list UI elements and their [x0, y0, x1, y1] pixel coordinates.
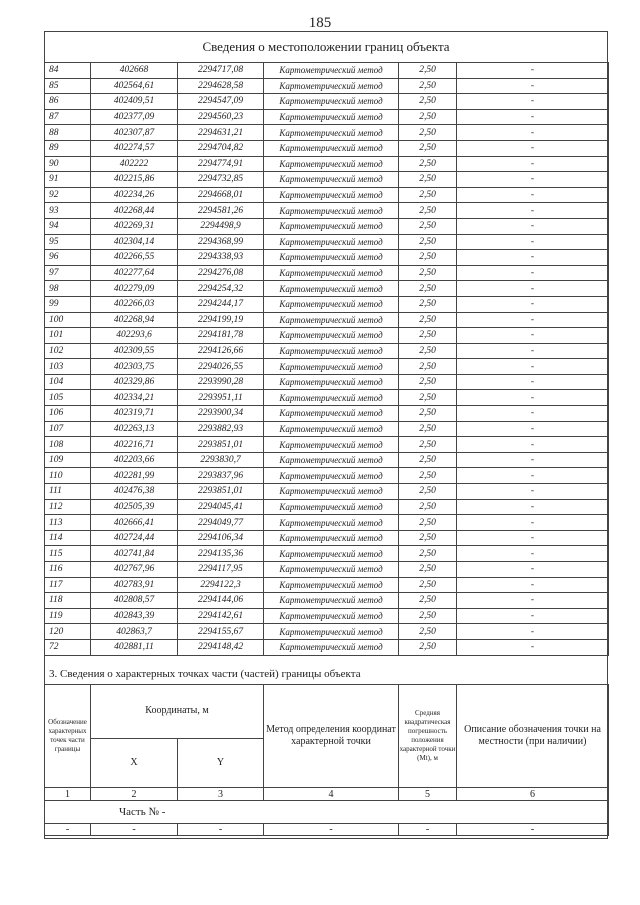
- empty-cell: -: [399, 824, 457, 836]
- point-number-cell: 112: [45, 499, 91, 515]
- description-cell: -: [457, 250, 609, 266]
- description-cell: -: [457, 109, 609, 125]
- coord-x-cell: 402279,09: [91, 281, 178, 297]
- description-cell: -: [457, 639, 609, 655]
- accuracy-cell: 2,50: [399, 593, 457, 609]
- point-number-cell: 115: [45, 546, 91, 562]
- accuracy-cell: 2,50: [399, 343, 457, 359]
- coord-x-cell: 402303,75: [91, 359, 178, 375]
- description-cell: -: [457, 218, 609, 234]
- description-cell: -: [457, 374, 609, 390]
- coord-x-cell: 402268,94: [91, 312, 178, 328]
- method-cell: Картометрический метод: [264, 234, 399, 250]
- column-number-cell: 2: [91, 788, 178, 801]
- coord-y-cell: 2294155,67: [178, 624, 264, 640]
- table-row: [45, 624, 609, 640]
- description-cell: -: [457, 156, 609, 172]
- coord-y-cell: 2293951,11: [178, 390, 264, 406]
- coord-x-cell: 402881,11: [91, 639, 178, 655]
- method-cell: Картометрический метод: [264, 156, 399, 172]
- table-row: [45, 234, 609, 250]
- empty-row: [45, 824, 609, 836]
- section-title: Сведения о местоположении границ объекта: [45, 32, 607, 63]
- coord-x-cell: 402863,7: [91, 624, 178, 640]
- coord-x-cell: 402666,41: [91, 515, 178, 531]
- description-cell: -: [457, 406, 609, 422]
- accuracy-cell: 2,50: [399, 296, 457, 312]
- description-cell: -: [457, 63, 609, 79]
- point-number-cell: 100: [45, 312, 91, 328]
- table-row: [45, 608, 609, 624]
- coord-x-cell: 402203,66: [91, 452, 178, 468]
- accuracy-cell: 2,50: [399, 437, 457, 453]
- table-row: [45, 593, 609, 609]
- part-label: Часть № -: [45, 801, 609, 824]
- description-cell: -: [457, 140, 609, 156]
- coord-x-cell: 402304,14: [91, 234, 178, 250]
- accuracy-cell: 2,50: [399, 577, 457, 593]
- point-number-cell: 117: [45, 577, 91, 593]
- point-number-cell: 91: [45, 172, 91, 188]
- point-number-cell: 86: [45, 94, 91, 110]
- coord-x-cell: 402266,55: [91, 250, 178, 266]
- accuracy-cell: 2,50: [399, 421, 457, 437]
- accuracy-cell: 2,50: [399, 312, 457, 328]
- table-row: [45, 156, 609, 172]
- method-cell: Картометрический метод: [264, 421, 399, 437]
- method-cell: Картометрический метод: [264, 172, 399, 188]
- accuracy-cell: 2,50: [399, 94, 457, 110]
- description-cell: -: [457, 468, 609, 484]
- coord-y-cell: 2293851,01: [178, 437, 264, 453]
- point-number-cell: 105: [45, 390, 91, 406]
- accuracy-cell: 2,50: [399, 63, 457, 79]
- description-cell: -: [457, 390, 609, 406]
- method-cell: Картометрический метод: [264, 94, 399, 110]
- description-cell: -: [457, 94, 609, 110]
- table-row: [45, 343, 609, 359]
- description-cell: -: [457, 421, 609, 437]
- description-cell: -: [457, 608, 609, 624]
- accuracy-cell: 2,50: [399, 187, 457, 203]
- point-number-cell: 116: [45, 562, 91, 578]
- description-cell: -: [457, 437, 609, 453]
- description-cell: -: [457, 452, 609, 468]
- point-number-cell: 89: [45, 140, 91, 156]
- coord-y-cell: 2294631,21: [178, 125, 264, 141]
- coord-x-cell: 402668: [91, 63, 178, 79]
- point-number-cell: 111: [45, 484, 91, 500]
- coord-x-cell: 402476,38: [91, 484, 178, 500]
- point-number-cell: 102: [45, 343, 91, 359]
- accuracy-cell: 2,50: [399, 530, 457, 546]
- header-x: X: [91, 738, 178, 787]
- method-cell: Картометрический метод: [264, 374, 399, 390]
- coord-x-cell: 402274,57: [91, 140, 178, 156]
- empty-cell: -: [45, 824, 91, 836]
- coord-y-cell: 2294148,42: [178, 639, 264, 655]
- coord-y-cell: 2293851,01: [178, 484, 264, 500]
- point-number-cell: 99: [45, 296, 91, 312]
- method-cell: Картометрический метод: [264, 281, 399, 297]
- description-cell: -: [457, 624, 609, 640]
- empty-cell: -: [264, 824, 399, 836]
- empty-cell: -: [178, 824, 264, 836]
- point-number-cell: 97: [45, 265, 91, 281]
- coord-x-cell: 402234,26: [91, 187, 178, 203]
- description-cell: -: [457, 515, 609, 531]
- coordinates-table: [44, 62, 609, 656]
- method-cell: Картометрический метод: [264, 437, 399, 453]
- description-cell: -: [457, 328, 609, 344]
- point-number-cell: 104: [45, 374, 91, 390]
- description-cell: -: [457, 203, 609, 219]
- table-row: [45, 265, 609, 281]
- point-number-cell: 110: [45, 468, 91, 484]
- method-cell: Картометрический метод: [264, 515, 399, 531]
- method-cell: Картометрический метод: [264, 250, 399, 266]
- method-cell: Картометрический метод: [264, 328, 399, 344]
- header-method: Метод определения координат характерной точки: [264, 685, 399, 788]
- table-row: [45, 374, 609, 390]
- part-points-table: [44, 684, 609, 836]
- coord-x-cell: 402843,39: [91, 608, 178, 624]
- description-cell: -: [457, 312, 609, 328]
- accuracy-cell: 2,50: [399, 452, 457, 468]
- document-frame: [44, 31, 608, 839]
- method-cell: Картометрический метод: [264, 125, 399, 141]
- description-cell: -: [457, 234, 609, 250]
- accuracy-cell: 2,50: [399, 546, 457, 562]
- table-row: [45, 78, 609, 94]
- point-number-cell: 98: [45, 281, 91, 297]
- accuracy-cell: 2,50: [399, 109, 457, 125]
- accuracy-cell: 2,50: [399, 78, 457, 94]
- coord-x-cell: 402309,55: [91, 343, 178, 359]
- header-description: Описание обозначения точки на местности (при наличии): [457, 685, 609, 788]
- method-cell: Картометрический метод: [264, 484, 399, 500]
- coord-x-cell: 402281,99: [91, 468, 178, 484]
- table-row: [45, 499, 609, 515]
- table-row: [45, 172, 609, 188]
- table-row: [45, 359, 609, 375]
- description-cell: -: [457, 187, 609, 203]
- accuracy-cell: 2,50: [399, 374, 457, 390]
- method-cell: Картометрический метод: [264, 546, 399, 562]
- coord-x-cell: 402767,96: [91, 562, 178, 578]
- table-row: [45, 312, 609, 328]
- point-number-cell: 90: [45, 156, 91, 172]
- coord-y-cell: 2294254,32: [178, 281, 264, 297]
- coord-x-cell: 402724,44: [91, 530, 178, 546]
- accuracy-cell: 2,50: [399, 562, 457, 578]
- column-number-cell: 5: [399, 788, 457, 801]
- point-number-cell: 101: [45, 328, 91, 344]
- coord-y-cell: 2294126,66: [178, 343, 264, 359]
- header-y: Y: [178, 738, 264, 787]
- coord-y-cell: 2294117,95: [178, 562, 264, 578]
- point-number-cell: 96: [45, 250, 91, 266]
- table-row: [45, 437, 609, 453]
- coord-y-cell: 2293900,34: [178, 406, 264, 422]
- table-row: [45, 562, 609, 578]
- method-cell: Картометрический метод: [264, 499, 399, 515]
- accuracy-cell: 2,50: [399, 281, 457, 297]
- table-row: [45, 140, 609, 156]
- coord-x-cell: 402215,86: [91, 172, 178, 188]
- table-row: [45, 109, 609, 125]
- description-cell: -: [457, 562, 609, 578]
- method-cell: Картометрический метод: [264, 218, 399, 234]
- point-number-cell: 106: [45, 406, 91, 422]
- coord-y-cell: 2293837,96: [178, 468, 264, 484]
- point-number-cell: 84: [45, 63, 91, 79]
- description-cell: -: [457, 78, 609, 94]
- coord-x-cell: 402319,71: [91, 406, 178, 422]
- coord-y-cell: 2294135,36: [178, 546, 264, 562]
- coord-x-cell: 402307,87: [91, 125, 178, 141]
- accuracy-cell: 2,50: [399, 484, 457, 500]
- point-number-cell: 93: [45, 203, 91, 219]
- method-cell: Картометрический метод: [264, 562, 399, 578]
- empty-cell: -: [91, 824, 178, 836]
- method-cell: Картометрический метод: [264, 468, 399, 484]
- table-row: [45, 546, 609, 562]
- method-cell: Картометрический метод: [264, 608, 399, 624]
- method-cell: Картометрический метод: [264, 577, 399, 593]
- coord-y-cell: 2294142,61: [178, 608, 264, 624]
- table-row: [45, 250, 609, 266]
- coord-y-cell: 2294498,9: [178, 218, 264, 234]
- description-cell: -: [457, 296, 609, 312]
- table-row: [45, 406, 609, 422]
- coord-y-cell: 2294122,3: [178, 577, 264, 593]
- coord-y-cell: 2294581,26: [178, 203, 264, 219]
- coord-y-cell: 2293990,28: [178, 374, 264, 390]
- point-number-cell: 119: [45, 608, 91, 624]
- table-row: [45, 484, 609, 500]
- accuracy-cell: 2,50: [399, 234, 457, 250]
- table-row: [45, 452, 609, 468]
- point-number-cell: 88: [45, 125, 91, 141]
- method-cell: Картометрический метод: [264, 109, 399, 125]
- point-number-cell: 108: [45, 437, 91, 453]
- description-cell: -: [457, 499, 609, 515]
- accuracy-cell: 2,50: [399, 468, 457, 484]
- method-cell: Картометрический метод: [264, 359, 399, 375]
- point-number-cell: 92: [45, 187, 91, 203]
- table-row: [45, 125, 609, 141]
- table-row: [45, 187, 609, 203]
- accuracy-cell: 2,50: [399, 250, 457, 266]
- point-number-cell: 107: [45, 421, 91, 437]
- point-number-cell: 113: [45, 515, 91, 531]
- description-cell: -: [457, 484, 609, 500]
- description-cell: -: [457, 577, 609, 593]
- column-number-cell: 3: [178, 788, 264, 801]
- coord-y-cell: 2294717,08: [178, 63, 264, 79]
- table-row: [45, 296, 609, 312]
- point-number-cell: 118: [45, 593, 91, 609]
- column-number-cell: 1: [45, 788, 91, 801]
- accuracy-cell: 2,50: [399, 390, 457, 406]
- description-cell: -: [457, 546, 609, 562]
- coord-y-cell: 2294628,58: [178, 78, 264, 94]
- coord-x-cell: 402505,39: [91, 499, 178, 515]
- table-row: [45, 577, 609, 593]
- coord-x-cell: 402329,86: [91, 374, 178, 390]
- page-number: 185: [308, 15, 332, 31]
- point-number-cell: 85: [45, 78, 91, 94]
- accuracy-cell: 2,50: [399, 156, 457, 172]
- coord-x-cell: 402808,57: [91, 593, 178, 609]
- method-cell: Картометрический метод: [264, 78, 399, 94]
- coord-y-cell: 2294026,55: [178, 359, 264, 375]
- header-coordinates: Координаты, м: [91, 685, 264, 739]
- method-cell: Картометрический метод: [264, 63, 399, 79]
- coord-x-cell: 402377,09: [91, 109, 178, 125]
- coord-x-cell: 402269,31: [91, 218, 178, 234]
- description-cell: -: [457, 265, 609, 281]
- coord-y-cell: 2294560,23: [178, 109, 264, 125]
- point-number-cell: 95: [45, 234, 91, 250]
- coord-y-cell: 2294276,08: [178, 265, 264, 281]
- point-number-cell: 103: [45, 359, 91, 375]
- method-cell: Картометрический метод: [264, 312, 399, 328]
- point-number-cell: 114: [45, 530, 91, 546]
- accuracy-cell: 2,50: [399, 608, 457, 624]
- method-cell: Картометрический метод: [264, 343, 399, 359]
- accuracy-cell: 2,50: [399, 624, 457, 640]
- coord-x-cell: 402293,6: [91, 328, 178, 344]
- header-designation: Обозначение характерных точек части границы: [45, 685, 91, 788]
- table-row: [45, 421, 609, 437]
- point-number-cell: 120: [45, 624, 91, 640]
- accuracy-cell: 2,50: [399, 203, 457, 219]
- description-cell: -: [457, 593, 609, 609]
- coord-x-cell: 402266,03: [91, 296, 178, 312]
- accuracy-cell: 2,50: [399, 328, 457, 344]
- column-numbers-row: [45, 788, 609, 801]
- table-row: [45, 94, 609, 110]
- point-number-cell: 94: [45, 218, 91, 234]
- coord-x-cell: 402222: [91, 156, 178, 172]
- accuracy-cell: 2,50: [399, 218, 457, 234]
- description-cell: -: [457, 125, 609, 141]
- accuracy-cell: 2,50: [399, 499, 457, 515]
- description-cell: -: [457, 359, 609, 375]
- method-cell: Картометрический метод: [264, 296, 399, 312]
- coord-x-cell: 402263,13: [91, 421, 178, 437]
- table-row: [45, 328, 609, 344]
- method-cell: Картометрический метод: [264, 390, 399, 406]
- coord-y-cell: 2294338,93: [178, 250, 264, 266]
- coord-y-cell: 2294547,09: [178, 94, 264, 110]
- description-cell: -: [457, 172, 609, 188]
- description-cell: -: [457, 343, 609, 359]
- coord-y-cell: 2294732,85: [178, 172, 264, 188]
- method-cell: Картометрический метод: [264, 624, 399, 640]
- accuracy-cell: 2,50: [399, 515, 457, 531]
- accuracy-cell: 2,50: [399, 359, 457, 375]
- coord-x-cell: 402268,44: [91, 203, 178, 219]
- coord-x-cell: 402216,71: [91, 437, 178, 453]
- accuracy-cell: 2,50: [399, 406, 457, 422]
- table-row: [45, 468, 609, 484]
- coord-y-cell: 2294144,06: [178, 593, 264, 609]
- coord-y-cell: 2294106,34: [178, 530, 264, 546]
- column-number-cell: 6: [457, 788, 609, 801]
- method-cell: Картометрический метод: [264, 452, 399, 468]
- table-row: [45, 639, 609, 655]
- coord-y-cell: 2294774,91: [178, 156, 264, 172]
- method-cell: Картометрический метод: [264, 203, 399, 219]
- description-cell: -: [457, 281, 609, 297]
- coord-y-cell: 2294368,99: [178, 234, 264, 250]
- method-cell: Картометрический метод: [264, 530, 399, 546]
- coord-y-cell: 2294045,41: [178, 499, 264, 515]
- table-row: [45, 203, 609, 219]
- coord-x-cell: 402409,51: [91, 94, 178, 110]
- coord-x-cell: 402277,64: [91, 265, 178, 281]
- table-row: [45, 218, 609, 234]
- coord-y-cell: 2294181,78: [178, 328, 264, 344]
- accuracy-cell: 2,50: [399, 265, 457, 281]
- table-row: [45, 63, 609, 79]
- coord-x-cell: 402741,84: [91, 546, 178, 562]
- description-cell: -: [457, 530, 609, 546]
- coord-x-cell: 402334,21: [91, 390, 178, 406]
- coord-y-cell: 2293830,7: [178, 452, 264, 468]
- accuracy-cell: 2,50: [399, 639, 457, 655]
- empty-cell: -: [457, 824, 609, 836]
- method-cell: Картометрический метод: [264, 406, 399, 422]
- header-accuracy: Средняя квадратическая погрешность положения характерной точки (Mt), м: [399, 685, 457, 788]
- accuracy-cell: 2,50: [399, 125, 457, 141]
- coord-y-cell: 2293882,93: [178, 421, 264, 437]
- coord-y-cell: 2294049,77: [178, 515, 264, 531]
- table-row: [45, 390, 609, 406]
- table-row: [45, 530, 609, 546]
- accuracy-cell: 2,50: [399, 172, 457, 188]
- table-row: [45, 281, 609, 297]
- method-cell: Картометрический метод: [264, 265, 399, 281]
- method-cell: Картометрический метод: [264, 140, 399, 156]
- coord-y-cell: 2294668,01: [178, 187, 264, 203]
- section3-title: 3. Сведения о характерных точках части (частей) границы объекта: [49, 668, 361, 680]
- point-number-cell: 72: [45, 639, 91, 655]
- coord-x-cell: 402783,91: [91, 577, 178, 593]
- table-row: [45, 515, 609, 531]
- coord-y-cell: 2294244,17: [178, 296, 264, 312]
- column-number-cell: 4: [264, 788, 399, 801]
- coord-y-cell: 2294199,19: [178, 312, 264, 328]
- method-cell: Картометрический метод: [264, 639, 399, 655]
- accuracy-cell: 2,50: [399, 140, 457, 156]
- method-cell: Картометрический метод: [264, 593, 399, 609]
- method-cell: Картометрический метод: [264, 187, 399, 203]
- point-number-cell: 87: [45, 109, 91, 125]
- coord-x-cell: 402564,61: [91, 78, 178, 94]
- coord-y-cell: 2294704,82: [178, 140, 264, 156]
- point-number-cell: 109: [45, 452, 91, 468]
